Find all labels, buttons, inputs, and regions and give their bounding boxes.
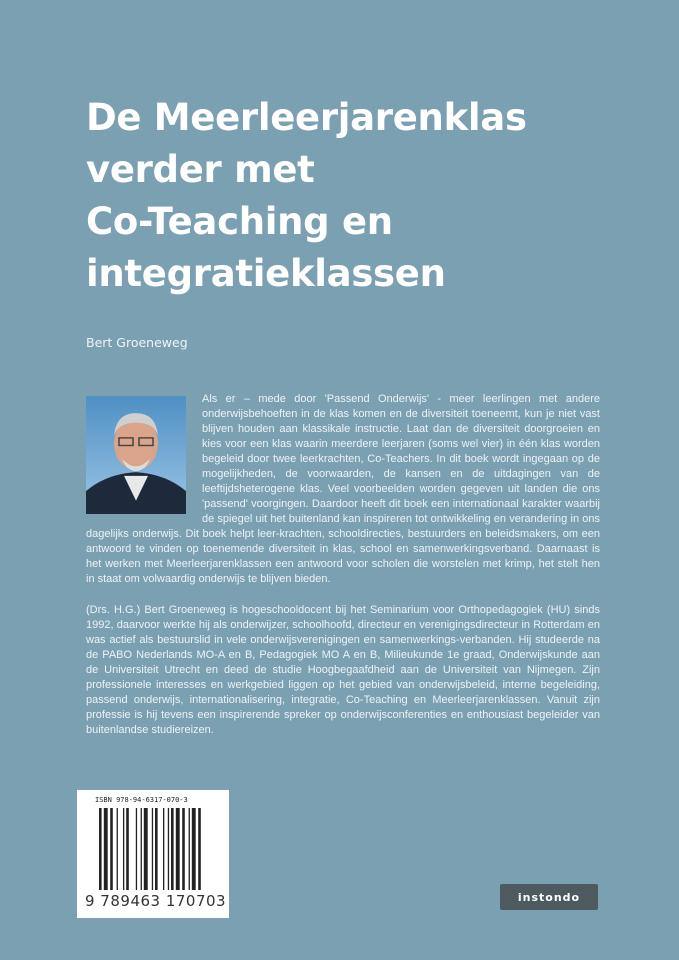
blurb-paragraph: Als er – mede door 'Passend Onderwijs' - meer leerlingen met andere onderwijsbehoeften in de klas komen en de diversiteit toeneemt, kun je niet vast blijven houden aan klassikale instructie. Laat dan de diversiteit doorgroeien en kies voor een klas waarin meerdere leerjaren (soms wel vier) in één klas worden begeleid door twee leerkrachten, Co-Teachers. In dit boek wordt ingegaan op de mogelijkheden, de voorwaarden, de kansen en de uitdagingen van de leeftijdsheterogene klas. Veel voorbeelden worden gegeven uit landen die ons 'passend' voorgingen. Daardoor heeft dit boek een internationaal karakter waarbij de spiegel uit het buitenland kan inspireren tot ontwikkeling en verandering in ons dagelijks onderwijs. Dit boek helpt leer-krachten, schooldirecties, bestuurders en beleidsmakers, om een antwoord te vinden op toenemende diversiteit in klas, school en samenwerkingsverband. Daarnaast is het werken met Meerleerjarenklassen een antwoord voor scholen die worstelen met krimp, het stelt hen in staat om volwaardig onderwijs te blijven bieden. bbox=[86, 393, 600, 585]
isbn-barcode bbox=[77, 790, 229, 918]
title-line: integratieklassen bbox=[86, 252, 446, 295]
barcode-bar bbox=[155, 808, 158, 890]
barcode-bar bbox=[136, 808, 137, 890]
barcode-bar bbox=[110, 808, 113, 890]
barcode-bar bbox=[144, 808, 148, 890]
barcode-bar bbox=[123, 808, 124, 890]
author-bio: (Drs. H.G.) Bert Groeneweg is hogeschooldocent bij het Seminarium voor Orthopedagogiek (HU) sinds 1992, daarvoor werkte hij als onderwijzer, schoolhoofd, directeur en verenigingsdirecteur in Rotterdam en was actief als bestuurslid in vele onderwijsverenigingen en samenwerkings-verbanden. Hij studeerde na de PABO Nederlands MO-A en B, Pedagogiek MO A en B, Milieukunde 1e graad, Onderwijskunde aan de Universiteit Utrecht en deed de studie Hoogbegaafdheid aan de Universiteit van Nijmegen. Zijn professionele interesses en werkgebied liggen op het gebied van onderwijsbeleid, interne begeleiding, passend onderwijs, internationalisering, integratie, Co-Teaching en Meerleerjarenklassen. Vanuit zijn professie is hij tevens een inspirerende spreker op onderwijsconferenties en enthousiast begeleider van buitenlandse studiereizen. bbox=[86, 604, 600, 736]
barcode-bar bbox=[168, 808, 169, 890]
barcode-bar bbox=[182, 808, 185, 890]
barcode-bar bbox=[189, 808, 190, 890]
barcode-bar bbox=[141, 808, 142, 890]
ean-number: 9 789463 170703 bbox=[85, 892, 227, 910]
barcode-bar bbox=[198, 808, 201, 890]
title-line: verder met bbox=[86, 148, 315, 191]
barcode-bar bbox=[171, 808, 174, 890]
barcode-bar bbox=[192, 808, 196, 890]
book-title bbox=[86, 92, 656, 300]
title-line: De Meerleerjarenklas bbox=[86, 96, 527, 139]
author-photo bbox=[86, 396, 186, 514]
barcode-bar bbox=[99, 808, 102, 890]
barcode-bar bbox=[126, 808, 129, 890]
barcode-bars bbox=[99, 808, 223, 890]
author-name: Bert Groeneweg bbox=[86, 335, 188, 350]
barcode-bar bbox=[152, 808, 153, 890]
barcode-bar bbox=[117, 808, 118, 890]
publisher-name: instondo bbox=[517, 890, 581, 904]
back-cover-text bbox=[86, 392, 600, 738]
isbn-number: ISBN 978-94-6317-070-3 bbox=[95, 796, 188, 804]
barcode-bar bbox=[163, 808, 164, 890]
publisher-logo bbox=[500, 884, 598, 910]
title-line: Co-Teaching en bbox=[86, 200, 393, 243]
barcode-bar bbox=[104, 808, 108, 890]
barcode-bar bbox=[176, 808, 180, 890]
